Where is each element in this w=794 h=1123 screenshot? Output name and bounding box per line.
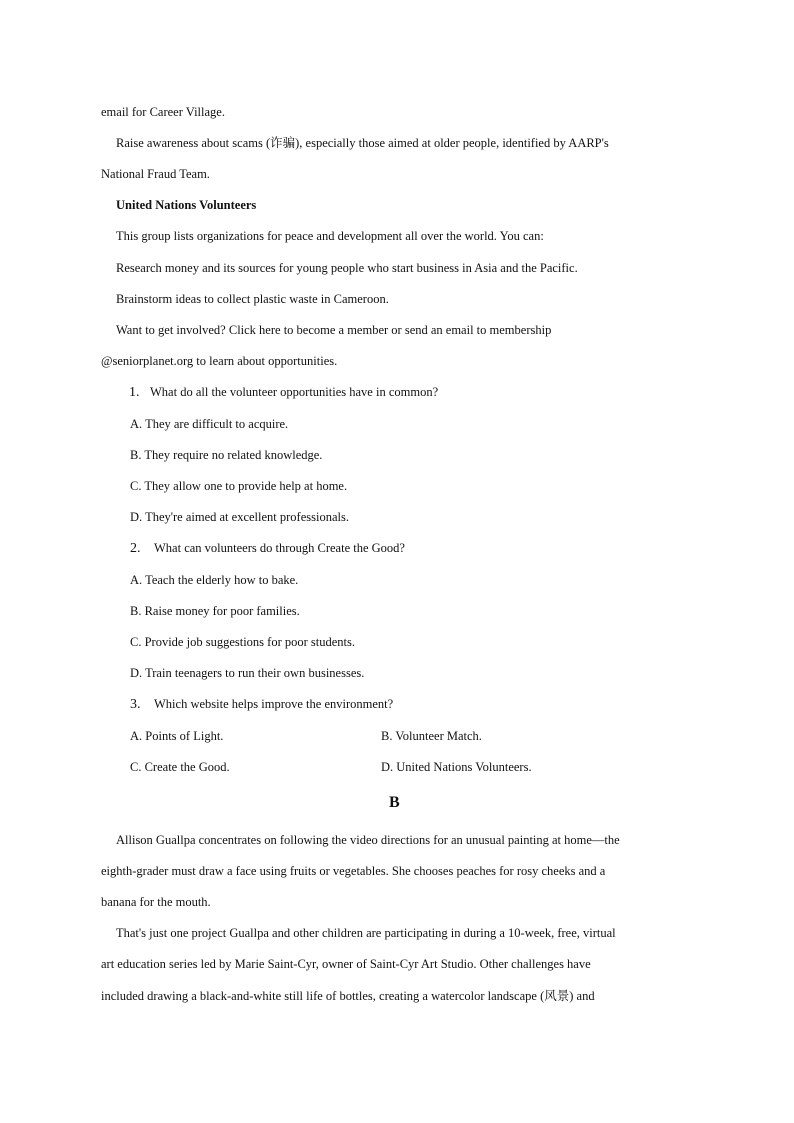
q3-option-c[interactable] — [130, 759, 230, 775]
q2-option-d[interactable] — [130, 665, 364, 681]
option-text: Create the Good. — [144, 760, 230, 774]
passage-b-p2-line2: art education series led by Marie Saint-Cyr, owner of Saint-Cyr Art Studio. Other challenges have — [101, 957, 591, 971]
q2-option-c[interactable] — [130, 634, 355, 650]
scams-paragraph-line1: Raise awareness about scams (诈骗), especially those aimed at older people, identified by AARP's — [116, 136, 609, 150]
passage-b-p1-line1: Allison Guallpa concentrates on following the video directions for an unusual painting at home—the — [116, 833, 620, 847]
un-intro-text: This group lists organizations for peace and development all over the world. You can: — [116, 229, 544, 243]
question-number: 3. — [130, 697, 141, 712]
q2-option-a[interactable] — [130, 572, 298, 588]
option-text: Provide job suggestions for poor students. — [144, 635, 356, 649]
option-letter: D. — [381, 760, 394, 774]
question-text: What do all the volunteer opportunities have in common? — [150, 385, 439, 399]
question-2 — [130, 540, 405, 557]
scams-paragraph-line2: National Fraud Team. — [101, 167, 210, 181]
option-text: They're aimed at excellent professionals. — [145, 510, 349, 524]
q1-option-c[interactable] — [130, 478, 347, 494]
passage-b-p2-line3: included drawing a black-and-white still life of bottles, creating a watercolor landscape (风景) and — [101, 989, 595, 1003]
question-text: Which website helps improve the environment? — [154, 697, 394, 711]
passage-b-p2-line1: That's just one project Guallpa and other children are participating in during a 10-week, free, virtual — [116, 926, 616, 940]
un-item-brainstorm: Brainstorm ideas to collect plastic waste in Cameroon. — [116, 292, 389, 306]
passage-b-p1-line3: banana for the mouth. — [101, 895, 211, 909]
option-text: Train teenagers to run their own businesses. — [145, 666, 365, 680]
question-number: 2. — [130, 541, 141, 556]
get-involved-line2: @seniorplanet.org to learn about opportunities. — [101, 354, 338, 368]
get-involved-line1: Want to get involved? Click here to become a member or send an email to membership — [116, 323, 552, 337]
un-item-research: Research money and its sources for young people who start business in Asia and the Pacific. — [116, 261, 578, 275]
passage-b-p1-line2: eighth-grader must draw a face using fruits or vegetables. She chooses peaches for rosy cheeks and a — [101, 864, 606, 878]
option-letter: C. — [130, 760, 142, 774]
option-letter: C. — [130, 479, 142, 493]
option-letter: B. — [130, 448, 142, 462]
question-number: 1. — [129, 385, 140, 400]
question-3 — [130, 696, 393, 713]
option-letter: B. — [381, 729, 393, 743]
question-1 — [129, 384, 438, 401]
q3-option-d[interactable] — [381, 759, 532, 775]
option-text: They require no related knowledge. — [144, 448, 323, 462]
option-letter: C. — [130, 635, 142, 649]
question-text: What can volunteers do through Create the Good? — [154, 541, 405, 555]
q1-option-a[interactable] — [130, 416, 288, 432]
option-letter: D. — [130, 510, 143, 524]
q3-option-a[interactable] — [130, 728, 223, 744]
un-volunteers-heading: United Nations Volunteers — [116, 198, 257, 212]
option-letter: A. — [130, 573, 143, 587]
option-text: United Nations Volunteers. — [396, 760, 532, 774]
option-text: Volunteer Match. — [395, 729, 482, 743]
option-text: Points of Light. — [145, 729, 224, 743]
option-letter: A. — [130, 417, 143, 431]
q2-option-b[interactable] — [130, 603, 300, 619]
option-letter: B. — [130, 604, 142, 618]
option-text: Raise money for poor families. — [144, 604, 300, 618]
option-text: Teach the elderly how to bake. — [145, 573, 299, 587]
career-village-text: email for Career Village. — [101, 105, 225, 119]
option-text: They are difficult to acquire. — [145, 417, 289, 431]
q1-option-b[interactable] — [130, 447, 322, 463]
option-text: They allow one to provide help at home. — [144, 479, 348, 493]
q1-option-d[interactable] — [130, 509, 349, 525]
option-letter: D. — [130, 666, 143, 680]
option-letter: A. — [130, 729, 143, 743]
section-b-heading: B — [389, 794, 400, 811]
q3-option-b[interactable] — [381, 728, 482, 744]
